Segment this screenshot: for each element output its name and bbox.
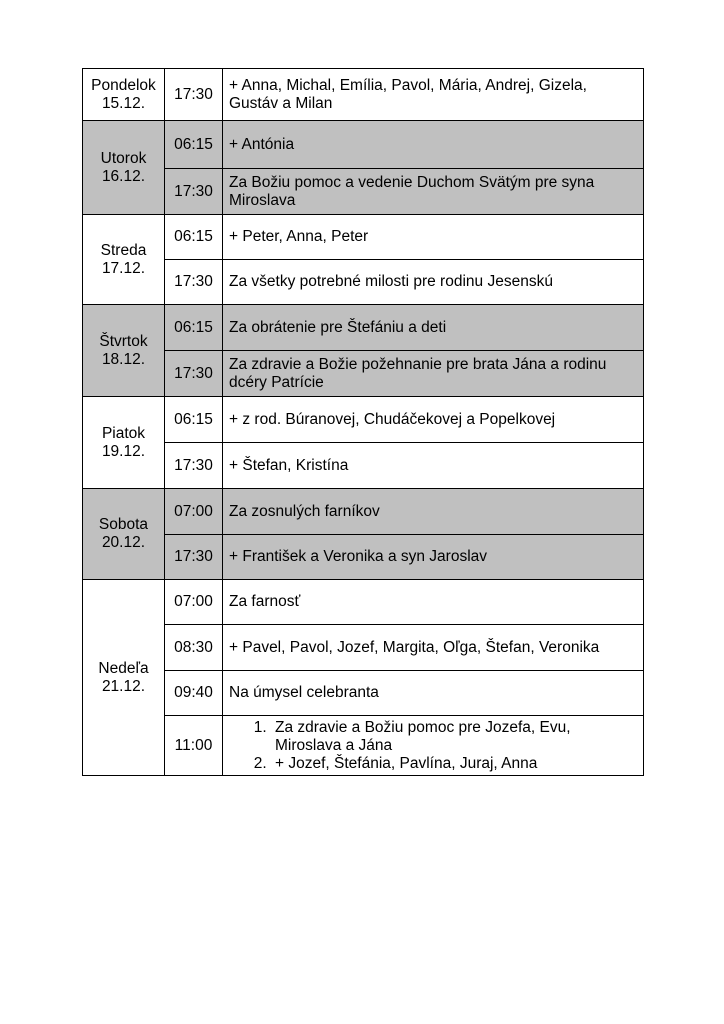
table-row	[83, 305, 644, 351]
mass-time: 09:40	[165, 671, 223, 716]
day-date: 18.12.	[101, 350, 146, 368]
mass-intention-list-cell	[223, 716, 644, 776]
table-row	[83, 260, 644, 305]
mass-time: 06:15	[165, 121, 223, 169]
day-name: Nedeľa	[98, 659, 149, 677]
mass-intention: + Peter, Anna, Peter	[223, 215, 644, 260]
mass-intention: Za zosnulých farníkov	[223, 489, 644, 535]
day-cell-sunday	[83, 580, 165, 776]
table-row	[83, 671, 644, 716]
day-name: Piatok	[101, 424, 146, 442]
day-cell-saturday	[83, 489, 165, 580]
day-date: 21.12.	[101, 677, 146, 695]
mass-intention: + Štefan, Kristína	[223, 443, 644, 489]
day-name: Streda	[100, 241, 147, 259]
day-name: Utorok	[100, 149, 147, 167]
table-row	[83, 215, 644, 260]
mass-time: 17:30	[165, 443, 223, 489]
mass-intention: Za obrátenie pre Štefániu a deti	[223, 305, 644, 351]
mass-time: 08:30	[165, 625, 223, 671]
mass-time: 17:30	[165, 535, 223, 580]
mass-intention: + Pavel, Pavol, Jozef, Margita, Oľga, Štefan, Veronika	[223, 625, 644, 671]
table-row	[83, 580, 644, 625]
mass-time: 17:30	[165, 169, 223, 215]
mass-time: 17:30	[165, 260, 223, 305]
table-row	[83, 625, 644, 671]
table-row	[83, 169, 644, 215]
table-row	[83, 716, 644, 776]
day-cell-tuesday	[83, 121, 165, 215]
mass-intention: Na úmysel celebranta	[223, 671, 644, 716]
mass-time: 06:15	[165, 397, 223, 443]
mass-schedule-table	[82, 68, 644, 776]
day-cell-wednesday	[83, 215, 165, 305]
day-date: 15.12.	[101, 94, 146, 112]
day-name: Štvrtok	[99, 332, 148, 350]
day-date: 17.12.	[101, 259, 146, 277]
mass-intention: + Antónia	[223, 121, 644, 169]
day-date: 19.12.	[101, 442, 146, 460]
list-item: 2. + Jozef, Štefánia, Pavlína, Juraj, Anna	[271, 755, 637, 773]
table-row	[83, 489, 644, 535]
table-row	[83, 121, 644, 169]
mass-time: 17:30	[165, 351, 223, 397]
list-item: 1. Za zdravie a Božiu pomoc pre Jozefa, Evu, Miroslava a Jána	[271, 719, 637, 755]
mass-intention: + Anna, Michal, Emília, Pavol, Mária, Andrej, Gizela, Gustáv a Milan	[223, 69, 644, 121]
table-row	[83, 351, 644, 397]
mass-intention: + František a Veronika a syn Jaroslav	[223, 535, 644, 580]
mass-time: 07:00	[165, 580, 223, 625]
day-date: 20.12.	[101, 534, 146, 551]
table-row	[83, 397, 644, 443]
mass-intention: Za zdravie a Božie požehnanie pre brata Jána a rodinu dcéry Patrície	[223, 351, 644, 397]
table-row	[83, 535, 644, 580]
mass-intention: Za farnosť	[223, 580, 644, 625]
mass-time: 11:00	[165, 716, 223, 776]
table-row	[83, 443, 644, 489]
day-cell-thursday	[83, 305, 165, 397]
mass-time: 07:00	[165, 489, 223, 535]
mass-time: 06:15	[165, 215, 223, 260]
mass-time: 06:15	[165, 305, 223, 351]
day-name: Pondelok	[91, 76, 156, 94]
mass-intention: + z rod. Búranovej, Chudáčekovej a Popelkovej	[223, 397, 644, 443]
table-row	[83, 69, 644, 121]
mass-time: 17:30	[165, 69, 223, 121]
day-date: 16.12.	[101, 167, 146, 185]
mass-intention-list	[229, 719, 637, 773]
mass-intention: Za všetky potrebné milosti pre rodinu Jesenskú	[223, 260, 644, 305]
mass-intention: Za Božiu pomoc a vedenie Duchom Svätým pre syna Miroslava	[223, 169, 644, 215]
day-cell-monday	[83, 69, 165, 121]
day-cell-friday	[83, 397, 165, 489]
day-name: Sobota	[98, 516, 149, 533]
